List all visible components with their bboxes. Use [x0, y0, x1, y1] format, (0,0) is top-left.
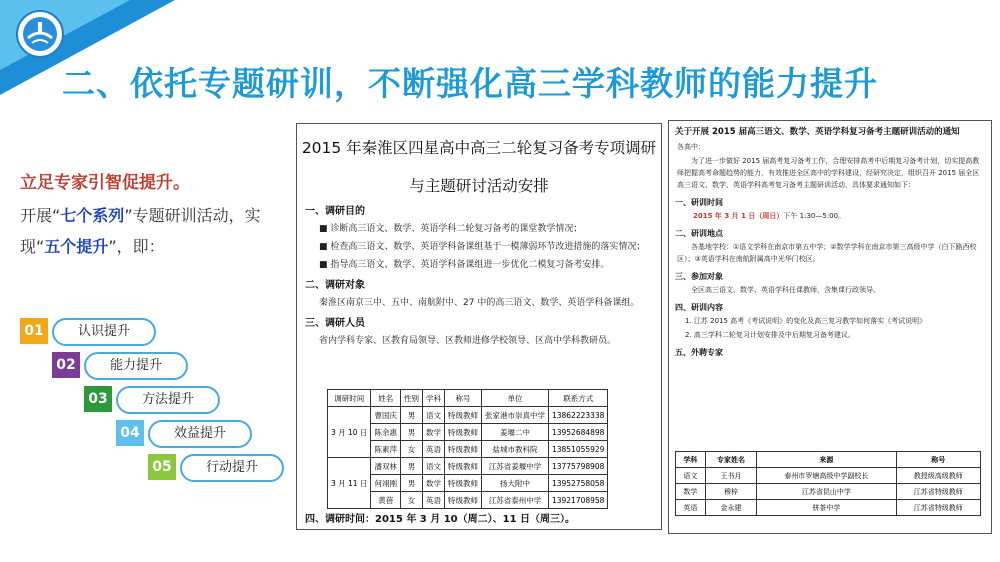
doc2-sec5: 五、外聘专家	[675, 348, 723, 357]
table-cell: 特级教师	[444, 441, 481, 458]
doc1-sec3: 三、调研人员	[305, 318, 365, 329]
table-header-cell: 姓名	[371, 390, 401, 407]
table-cell: 姜堰二中	[481, 424, 548, 441]
step-number: 04	[116, 420, 144, 446]
table-cell: 男	[400, 407, 422, 424]
step-number: 01	[20, 318, 48, 344]
step-label: 行动提升	[180, 454, 284, 482]
table-cell: 英语	[422, 441, 444, 458]
table-cell: 数学	[422, 424, 444, 441]
doc-schedule	[296, 123, 662, 530]
table-header-cell: 专家姓名	[705, 452, 757, 468]
table-row	[676, 500, 981, 516]
table-cell: 王书月	[705, 468, 757, 484]
date-cell: 3 月 11 日	[328, 458, 371, 509]
table-cell: 女	[400, 441, 422, 458]
table-cell: 13862223338	[548, 407, 608, 424]
table-cell: 男	[400, 458, 422, 475]
doc-notice	[668, 120, 992, 534]
step-label: 效益提升	[148, 420, 252, 448]
table-cell: 潘双林	[371, 458, 401, 475]
left-text-3: ”，即：	[108, 237, 165, 256]
table-cell: 特级教师	[444, 407, 481, 424]
doc2-place: 各基地学校：①语文学科在南京市第五中学；②数学学科在南京市第三高级中学（白下路西校区）；③英语学科在南航附属高中光华门校区。	[677, 243, 977, 263]
doc1-sec1: 一、调研目的	[305, 206, 365, 217]
doc2-time-rest: 下午 1:30—5:00。	[783, 212, 846, 220]
table-header-cell: 学科	[676, 452, 706, 468]
table-cell: 英语	[676, 500, 706, 516]
table-cell: 江苏省昆山中学	[757, 484, 896, 500]
doc2-title: 关于开展 2015 届高三语文、数学、英语学科复习备考主题研训活动的通知	[675, 127, 960, 137]
doc1-title-2: 与主题研讨活动安排	[409, 177, 549, 195]
doc2-greeting: 各高中：	[677, 143, 705, 151]
doc2-sec3: 三、参加对象	[675, 272, 723, 281]
step-number: 05	[148, 454, 176, 480]
left-heading: 立足专家引智促提升。	[20, 173, 190, 193]
table-cell: 陈素萍	[371, 441, 401, 458]
table-cell: 何翊刚	[371, 475, 401, 492]
table-header-cell: 学科	[422, 390, 444, 407]
table-cell: 江苏省特级教师	[896, 484, 980, 500]
table-cell: 男	[400, 424, 422, 441]
doc2-sec2: 二、研训地点	[675, 229, 723, 238]
table-header-cell: 称号	[444, 390, 481, 407]
doc1-sec2: 二、调研对象	[305, 280, 365, 291]
table-cell: 金永建	[705, 500, 757, 516]
left-text-1: 开展“	[20, 206, 61, 225]
table-cell: 男	[400, 475, 422, 492]
table-cell: 陈余惠	[371, 424, 401, 441]
step-label: 认识提升	[52, 318, 156, 346]
doc1-bullet: ■ 检查高三语文、数学、英语学科备课组基于一模薄弱环节改进措施的落实情况；	[319, 242, 646, 252]
table-row	[676, 468, 981, 484]
table-cell: 13851055929	[548, 441, 608, 458]
table-cell: 特级教师	[444, 424, 481, 441]
table-cell: 13952684898	[548, 424, 608, 441]
doc2-intro: 为了进一步做好 2015 届高考复习备考工作，合理安排高考中后期复习备考计划，切实提高教师把握高考命题趋势的能力，有效推进全区高中的学科建设，经研究决定，组织召开 2015 届全区高三语文、数学、英语学科高考复习备考主题研训活动，具体要求通知如下：	[677, 157, 980, 189]
doc2-attendees: 全区高三语文、数学、英语学科任课教师，含集课行政领导。	[691, 286, 880, 294]
table-cell: 13952758058	[548, 475, 608, 492]
doc1-target: 秦淮区南京三中、五中、南航附中、27 中的高三语文、数学、英语学科备课组。	[319, 298, 640, 308]
doc2-time	[693, 210, 983, 222]
doc2-content1: 1. 江苏 2015 高考《考试说明》的变化及高三复习教学如何落实《考试说明》	[685, 317, 927, 325]
table-cell: 张家港市崇真中学	[481, 407, 548, 424]
doc1-sec4: 四、调研时间：2015 年 3 月 10（周二）、11 日（周三）。	[305, 514, 576, 525]
table-row	[676, 484, 981, 500]
table-cell: 语文	[422, 407, 444, 424]
table-cell: 黄蓓	[371, 492, 401, 509]
date-cell: 3 月 10 日	[328, 407, 371, 458]
table-cell: 江苏省泰州中学	[481, 492, 548, 509]
doc2-table	[675, 451, 981, 516]
step-label: 能力提升	[84, 352, 188, 380]
table-header-cell: 性别	[400, 390, 422, 407]
table-cell: 特级教师	[444, 492, 481, 509]
table-header-cell: 调研时间	[328, 390, 371, 407]
table-row	[328, 407, 608, 424]
table-cell: 教授级高级教师	[896, 468, 980, 484]
school-logo-icon	[16, 10, 64, 58]
doc2-content2: 2. 高三学科二轮复习计划安排及中后期复习备考建议。	[685, 331, 855, 339]
step-item	[116, 420, 256, 446]
table-cell: 13921708958	[548, 492, 608, 509]
step-item	[52, 352, 192, 378]
table-cell: 女	[400, 492, 422, 509]
step-item	[84, 386, 224, 412]
slide-title: 二、依托专题研训，不断强化高三学科教师的能力提升	[62, 64, 878, 103]
table-header-cell: 称号	[896, 452, 980, 468]
table-cell: 特级教师	[444, 458, 481, 475]
table-cell: 13775798908	[548, 458, 608, 475]
doc1-bullet: ■ 指导高三语文、数学、英语学科备课组进一步优化二模复习备考安排。	[319, 260, 610, 270]
table-cell: 扬大附中	[481, 475, 548, 492]
table-cell: 江苏省特级教师	[896, 500, 980, 516]
step-item	[148, 454, 288, 480]
table-cell: 数学	[422, 475, 444, 492]
table-cell: 语文	[676, 468, 706, 484]
step-number: 02	[52, 352, 80, 378]
table-cell: 栟茶中学	[757, 500, 896, 516]
step-item	[20, 318, 160, 344]
table-cell: 曹国庆	[371, 407, 401, 424]
table-cell: 特级教师	[444, 475, 481, 492]
doc2-sec4: 四、研训内容	[675, 303, 723, 312]
table-cell: 数学	[676, 484, 706, 500]
doc2-sec1: 一、研训时间	[675, 198, 723, 207]
table-cell: 江苏省姜堰中学	[481, 458, 548, 475]
table-cell: 泰州市罗塘高级中学副校长	[757, 468, 896, 484]
table-cell: 语文	[422, 458, 444, 475]
seven-series-emphasis: 七个系列	[60, 206, 125, 225]
step-number: 03	[84, 386, 112, 412]
doc1-bullet: ■ 诊断高三语文、数学、英语学科二轮复习备考的课堂教学情况；	[319, 224, 583, 234]
table-header-cell: 来源	[757, 452, 896, 468]
table-row	[328, 458, 608, 475]
doc1-people: 省内学科专家、区教育局领导、区教师进修学校领导、区高中学科教研员。	[319, 336, 617, 346]
left-body-text	[20, 200, 270, 262]
five-improvements-emphasis: 五个提升	[44, 237, 109, 256]
table-header-cell: 单位	[481, 390, 548, 407]
table-cell: 穆梓	[705, 484, 757, 500]
left-text-2: ”专题研训活动，实现“	[20, 206, 261, 256]
doc1-title-1: 2015 年秦淮区四星高中高三二轮复习备考专项调研	[301, 139, 657, 157]
table-cell: 英语	[422, 492, 444, 509]
table-cell: 盐城市教科院	[481, 441, 548, 458]
doc1-table	[327, 389, 608, 509]
doc2-time-date: 2015 年 3 月 1 日（周日）	[693, 212, 784, 220]
step-label: 方法提升	[116, 386, 220, 414]
table-header-cell: 联系方式	[548, 390, 608, 407]
